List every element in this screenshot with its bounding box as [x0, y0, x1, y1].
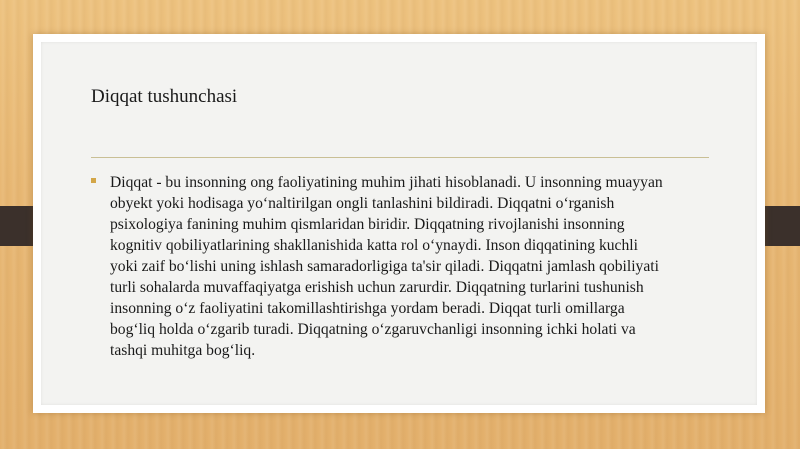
bullet-marker-icon — [91, 178, 96, 183]
bullet-text-line: obyekt yoki hodisaga yo‘naltirilgan ongli tanlashini bildiradi. Diqqatni o‘rganish — [110, 195, 615, 212]
bullet-text — [91, 172, 721, 361]
title-divider — [91, 157, 709, 158]
bullet-text-line: yoki zaif bo‘lishi uning ishlash samaradorligiga ta'sir qiladi. Diqqatni jamlash qobiliyati — [110, 258, 659, 275]
bullet-text-line: psixologiya fanining muhim qismlaridan biridir. Diqqatning rivojlanishi insonning — [110, 216, 625, 233]
bullet-text-line: insonning o‘z faoliyatini takomillashtirishga yordam beradi. Diqqat turli omillarga — [110, 300, 625, 317]
slide-title: Diqqat tushunchasi — [91, 86, 238, 107]
bullet-text-line: Diqqat - bu insonning ong faoliyatining muhim jihati hisoblanadi. U insonning muayyan — [110, 174, 663, 191]
bullet-text-line: tashqi muhitga bog‘liq. — [110, 342, 256, 359]
bullet-item — [91, 172, 721, 361]
bullet-text-line: kognitiv qobiliyatlarining shakllanishida katta rol o‘ynaydi. Inson diqqatining kuchli — [110, 237, 638, 254]
bullet-text-line: bog‘liq holda o‘zgarib turadi. Diqqatning o‘zgaruvchanligi insonning ichki holati va — [110, 321, 636, 338]
bullet-text-line: turli sohalarda muvaffaqiyatga erishish uchun zarurdir. Diqqatning turlarini tushunish — [110, 279, 644, 296]
